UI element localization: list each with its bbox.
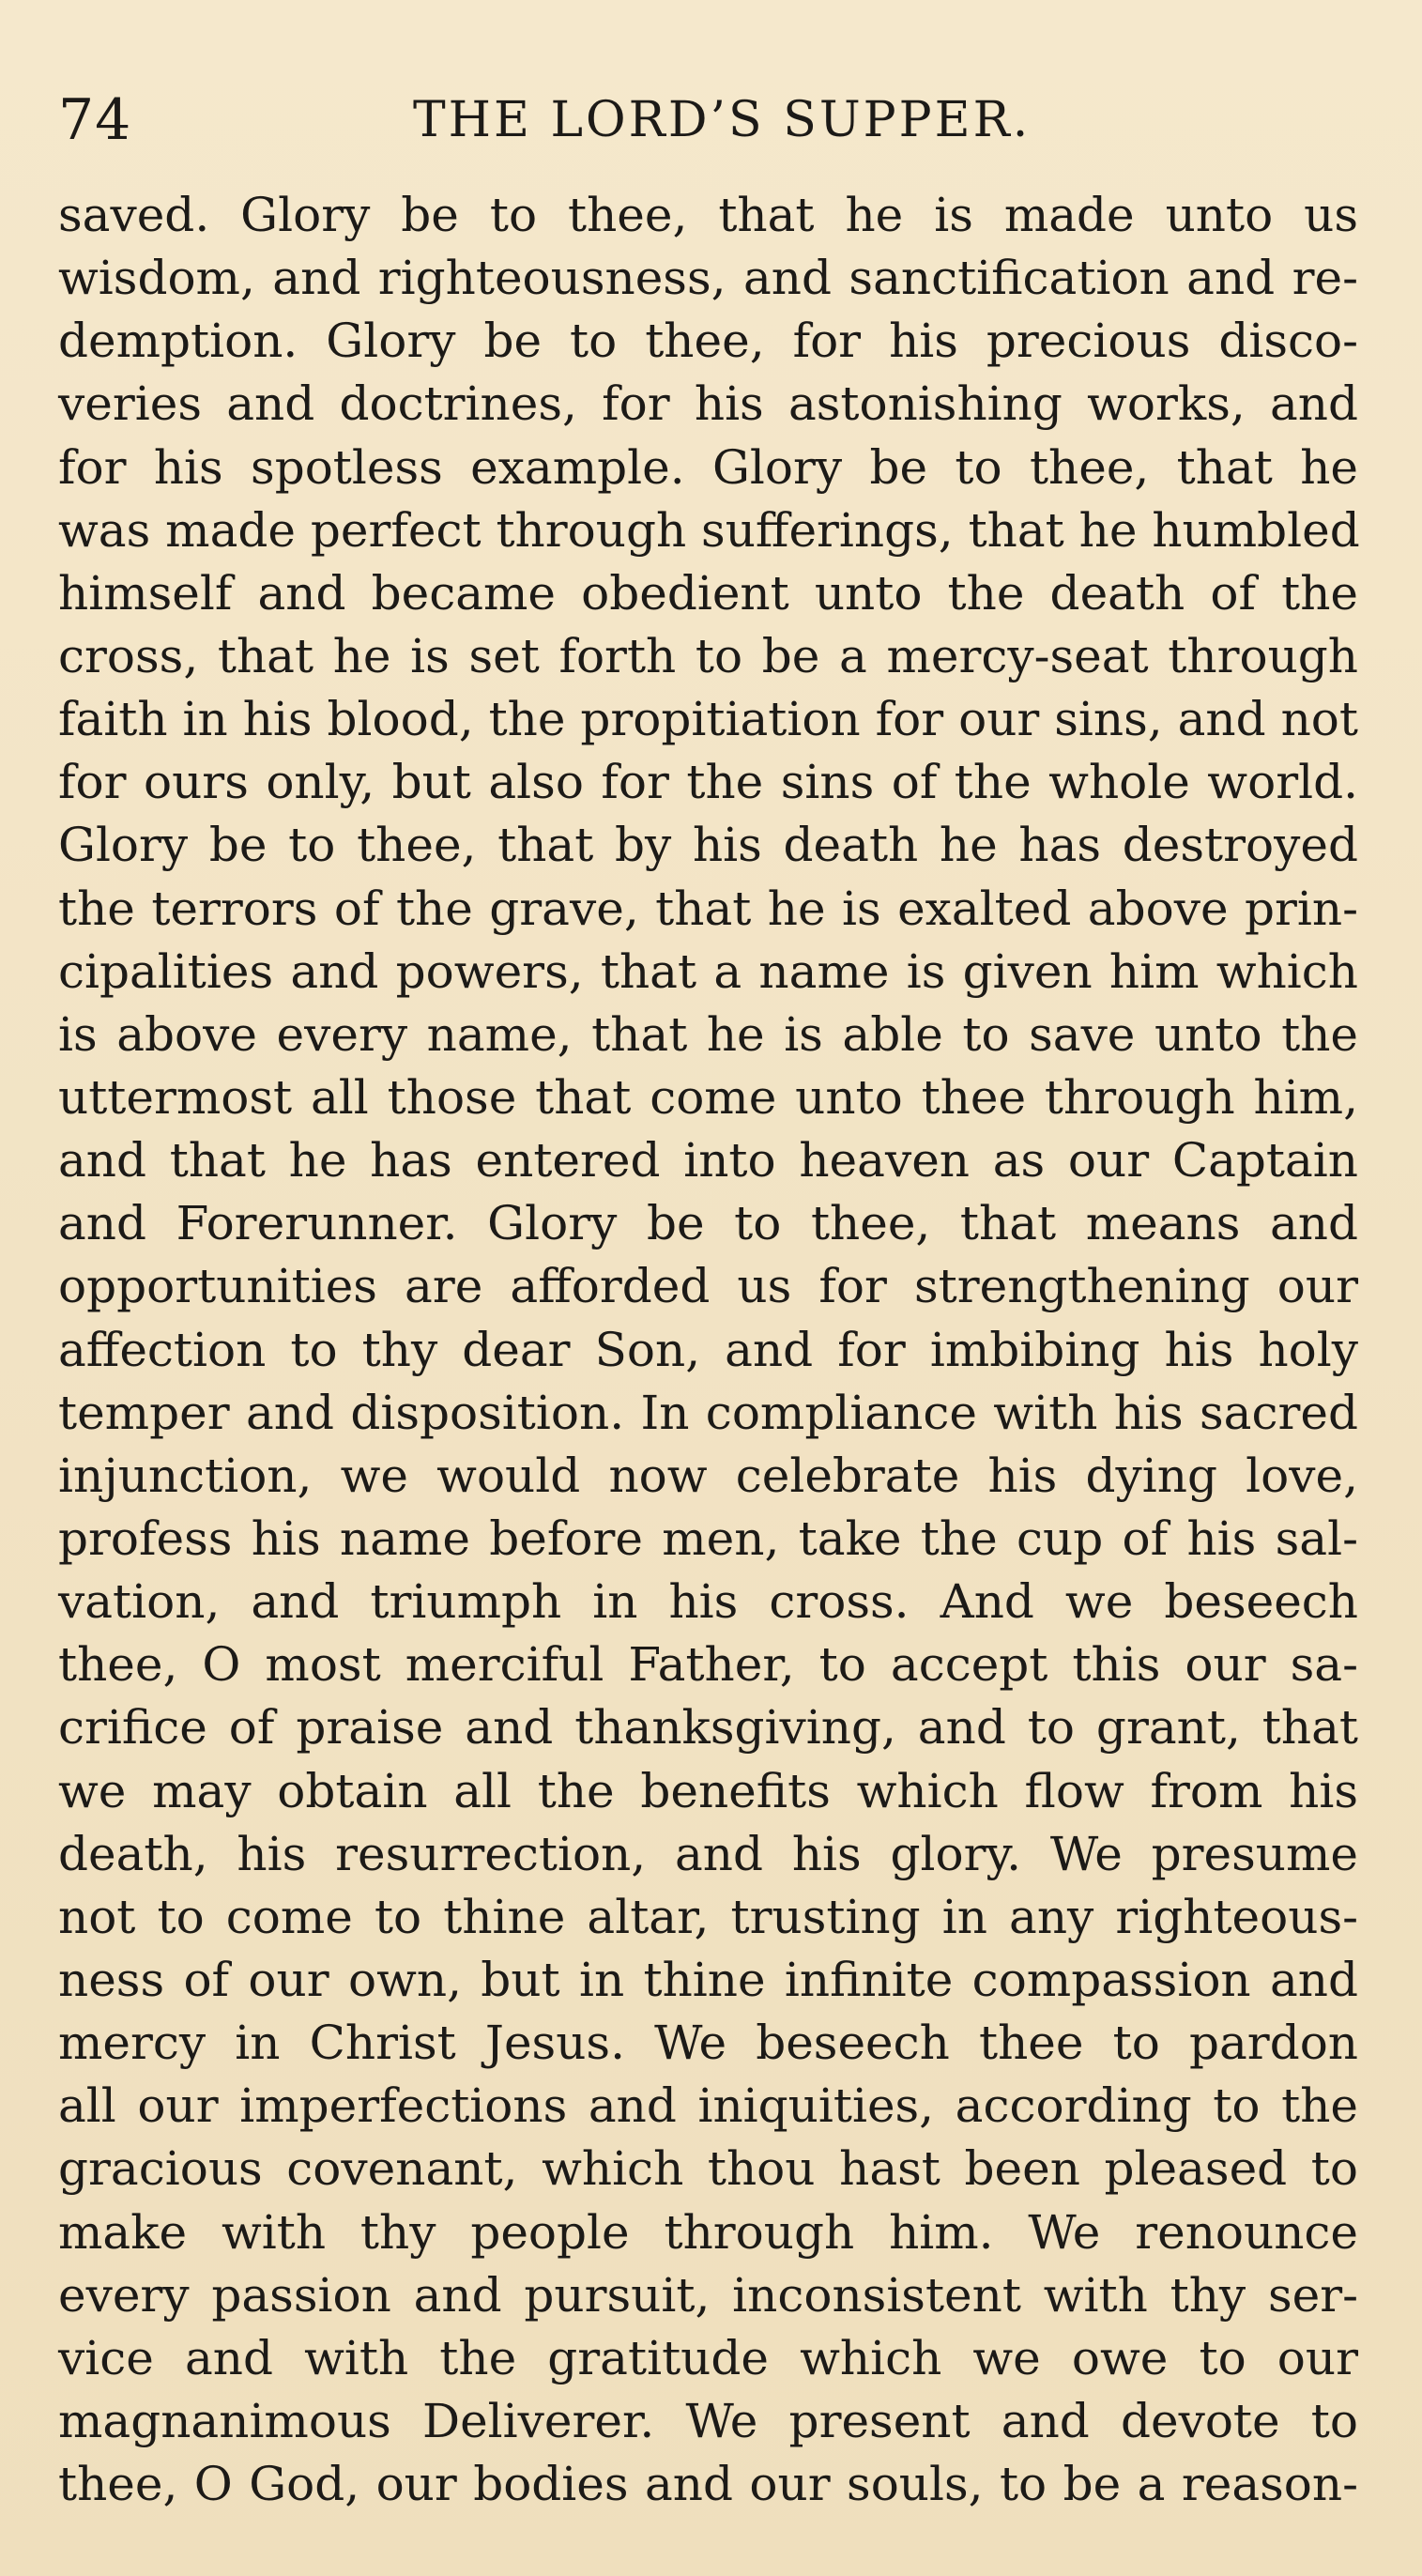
- text-line: vation, and triumph in his cross. And we beseech: [58, 1574, 1358, 1630]
- text-line: faith in his blood, the propitiation for our sins, and not: [58, 692, 1358, 747]
- text-line: all our imperfections and iniquities, according to the: [58, 2078, 1358, 2134]
- text-line: temper and disposition. In compliance with his sacred: [58, 1385, 1358, 1440]
- text-line: opportunities are afforded us for strengthening our: [58, 1259, 1358, 1314]
- running-head: [58, 83, 1364, 158]
- text-line: was made perfect through sufferings, that he humbled: [58, 502, 1360, 558]
- text-line: magnanimous Deliverer. We present and devote to: [58, 2393, 1358, 2448]
- text-line: the terrors of the grave, that he is exalted above prin-: [58, 881, 1358, 936]
- text-line: uttermost all those that come unto thee through him,: [58, 1069, 1358, 1125]
- text-line: vice and with the gratitude which we owe to our: [58, 2330, 1358, 2385]
- text-line: cipalities and powers, that a name is given him which: [58, 943, 1358, 999]
- text-line: every passion and pursuit, inconsistent with thy ser-: [58, 2267, 1358, 2323]
- text-line: thee, O most merciful Father, to accept this our sa-: [58, 1637, 1358, 1693]
- text-line: demption. Glory be to thee, for his precious disco-: [58, 314, 1358, 369]
- text-line: saved. Glory be to thee, that he is made unto us: [58, 188, 1358, 242]
- text-line: injunction, we would now celebrate his dying love,: [58, 1448, 1358, 1503]
- text-line: we may obtain all the benefits which flow from his: [58, 1763, 1358, 1818]
- text-line: not to come to thine altar, trusting in any righteous-: [58, 1889, 1358, 1944]
- prayer-text: [58, 184, 1358, 2516]
- running-title: THE LORD’S SUPPER.: [413, 92, 1032, 148]
- text-line: himself and became obedient unto the death of the: [58, 565, 1358, 621]
- text-line: Glory be to thee, that by his death he has destroyed: [58, 818, 1358, 873]
- text-line: for his spotless example. Glory be to thee, that he: [58, 439, 1358, 495]
- text-line: and Forerunner. Glory be to thee, that means and: [58, 1196, 1358, 1251]
- text-line: for ours only, but also for the sins of the whole world.: [58, 755, 1358, 810]
- text-line: is above every name, that he is able to save unto the: [58, 1006, 1358, 1062]
- text-line: profess his name before men, take the cup of his sal-: [58, 1510, 1358, 1566]
- text-line: veries and doctrines, for his astonishing works, and: [58, 376, 1358, 432]
- text-line: cross, that he is set forth to be a mercy-seat through: [58, 628, 1358, 683]
- text-line: death, his resurrection, and his glory. We presume: [58, 1826, 1358, 1881]
- text-line: mercy in Christ Jesus. We beseech thee to pardon: [58, 2016, 1358, 2071]
- text-line: ness of our own, but in thine infinite compassion and: [58, 1952, 1358, 2007]
- page-number: 74: [58, 87, 132, 153]
- text-line: crifice of praise and thanksgiving, and to grant, that: [58, 1700, 1358, 1756]
- text-line: wisdom, and righteousness, and sanctification and re-: [58, 251, 1358, 306]
- text-line: and that he has entered into heaven as our Captain: [58, 1133, 1358, 1188]
- text-line: make with thy people through him. We renounce: [58, 2204, 1358, 2260]
- text-line: thee, O God, our bodies and our souls, to be a reason-: [58, 2457, 1358, 2512]
- text-line: affection to thy dear Son, and for imbibing his holy: [58, 1322, 1358, 1377]
- text-line: gracious covenant, which thou hast been pleased to: [58, 2141, 1358, 2197]
